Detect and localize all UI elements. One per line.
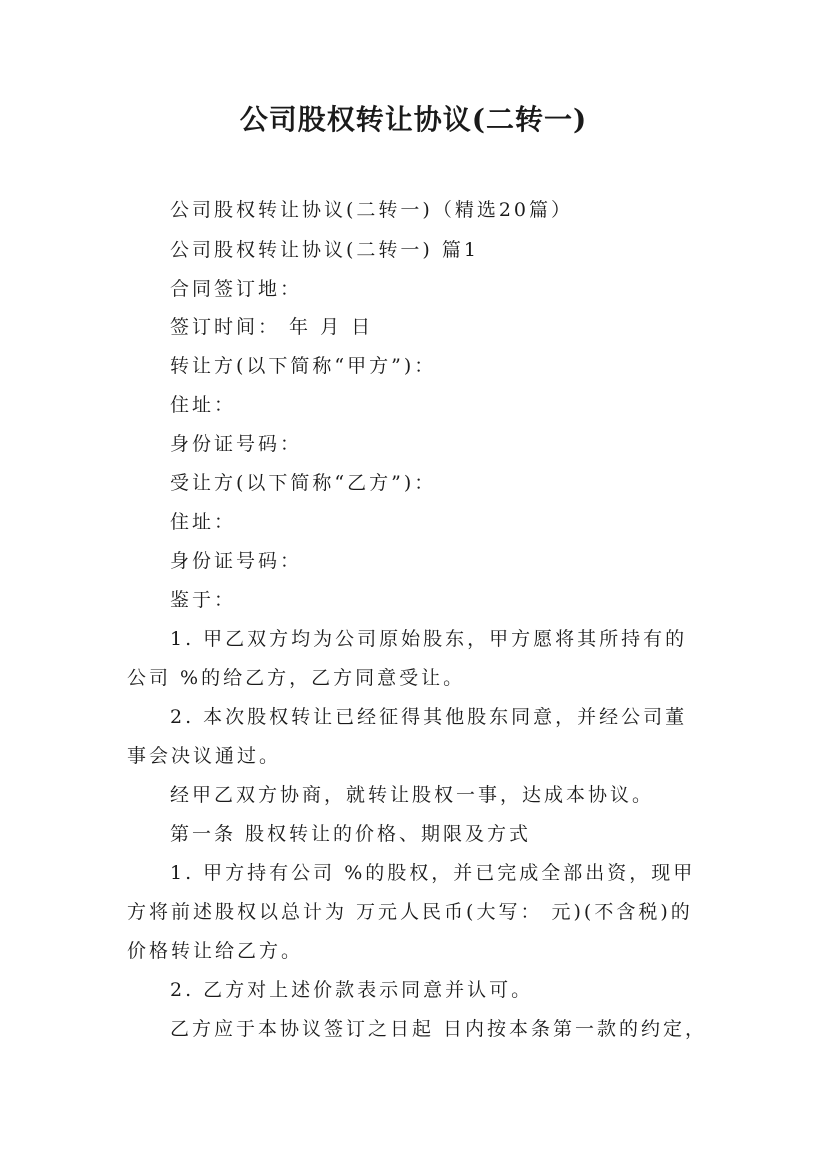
paragraph-line: 2. 乙方对上述价款表示同意并认可。 xyxy=(170,979,534,1001)
transferee-address: 住址： xyxy=(170,511,237,533)
paragraph-line: 价格转让给乙方。 xyxy=(127,940,304,962)
paragraph-line: 方将前述股权以总计为 万元人民币(大写： 元)(不含税)的 xyxy=(127,901,693,923)
whereas-heading: 鉴于： xyxy=(170,589,237,611)
contract-place: 合同签订地： xyxy=(170,278,303,300)
signing-date: 签订时间： 年 月 日 xyxy=(170,316,374,338)
subtitle-line: 公司股权转让协议(二转一)（精选20篇） xyxy=(170,199,574,221)
transferor-id: 身份证号码： xyxy=(170,433,303,455)
section-heading: 公司股权转让协议(二转一) 篇1 xyxy=(170,239,479,261)
paragraph-line: 乙方应于本协议签订之日起 日内按本条第一款的约定， xyxy=(170,1018,708,1040)
paragraph-line: 事会决议通过。 xyxy=(127,745,282,767)
transferee-line: 受让方(以下简称“乙方”)： xyxy=(170,472,437,494)
transferee-id: 身份证号码： xyxy=(170,550,303,572)
article-heading: 第一条 股权转让的价格、期限及方式 xyxy=(170,823,532,845)
transferor-line: 转让方(以下简称“甲方”)： xyxy=(170,355,437,377)
paragraph-line: 2. 本次股权转让已经征得其他股东同意，并经公司董 xyxy=(170,706,688,728)
paragraph-line: 1. 甲乙双方均为公司原始股东，甲方愿将其所持有的 xyxy=(170,628,688,650)
paragraph-line: 1. 甲方持有公司 %的股权，并已完成全部出资，现甲 xyxy=(170,862,696,884)
paragraph-line: 公司 %的给乙方，乙方同意受让。 xyxy=(127,667,466,689)
document-title: 公司股权转让协议(二转一) xyxy=(239,103,588,136)
transferor-address: 住址： xyxy=(170,394,237,416)
paragraph-line: 经甲乙双方协商，就转让股权一事，达成本协议。 xyxy=(170,784,655,806)
